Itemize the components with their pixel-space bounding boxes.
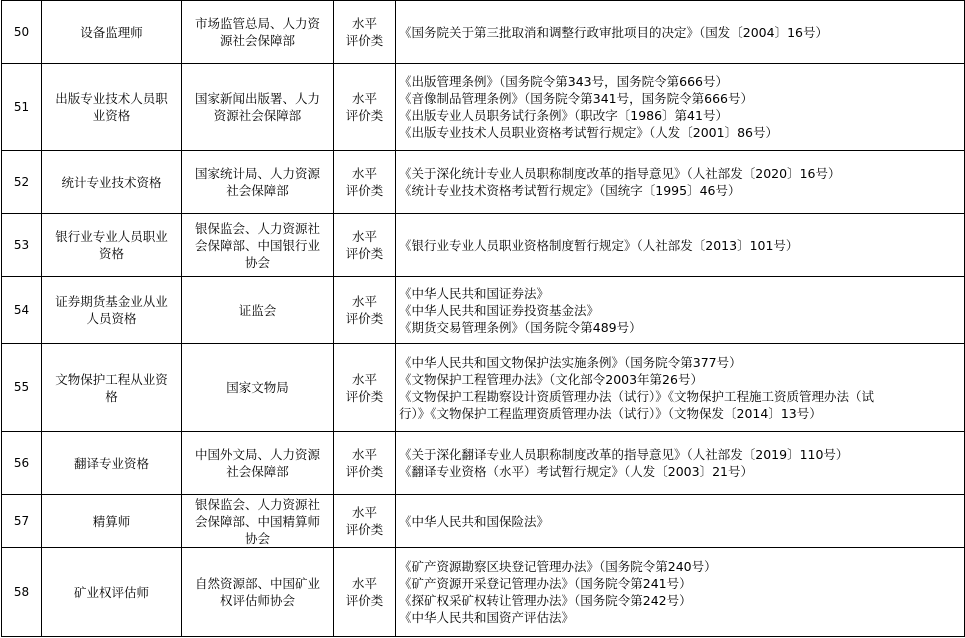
legal-basis	[396, 64, 965, 151]
qualification-name	[42, 344, 182, 432]
qualification-name-line: 文物保护工程从业资	[55, 371, 168, 387]
legal-basis	[396, 548, 965, 637]
qualification-type-line: 评价类	[345, 522, 384, 537]
implementing-department	[182, 1, 334, 64]
row-number: 52	[2, 151, 42, 214]
qualification-name	[42, 1, 182, 64]
qualification-type-line: 水平	[351, 447, 377, 462]
qualification-name	[42, 432, 182, 495]
qualification-type-line: 水平	[351, 371, 377, 387]
implementing-department	[182, 548, 334, 637]
qualification-type	[334, 548, 396, 637]
qualification-type-line: 水平	[351, 294, 377, 309]
implementing-department-line: 社会保障部	[226, 464, 289, 479]
qualification-name-line: 统计专业技术资格	[61, 174, 162, 190]
legal-basis	[396, 214, 965, 277]
implementing-department-line: 国家新闻出版署、人力	[194, 91, 320, 106]
qualification-type	[334, 214, 396, 277]
qualification-name-line: 银行业专业人员职业	[55, 229, 168, 244]
qualification-type-line: 评价类	[345, 388, 384, 404]
qualification-name-line: 格	[105, 388, 118, 404]
implementing-department-line: 资源社会保障部	[213, 108, 302, 123]
legal-basis-line: 《出版专业技术人员职业资格考试暂行规定》（人发〔2001〕86号）	[399, 125, 778, 140]
qualification-type-line: 水平	[351, 576, 377, 591]
implementing-department-line: 源社会保障部	[219, 33, 295, 48]
qualification-name-line: 精算师	[92, 513, 131, 529]
legal-basis-line: 《文物保护工程勘察设计资质管理办法（试行）》《文物保护工程施工资质管理办法（试	[399, 388, 875, 404]
row-number: 53	[2, 214, 42, 277]
implementing-department-line: 国家统计局、人力资源	[194, 166, 320, 181]
implementing-department	[182, 432, 334, 495]
qualification-name	[42, 495, 182, 548]
legal-basis-line: 《文物保护工程管理办法》（文化部令2003年第26号）	[399, 371, 703, 387]
implementing-department-line: 银保监会、人力资源社	[194, 220, 320, 236]
qualification-type	[334, 495, 396, 548]
row-number: 54	[2, 277, 42, 344]
legal-basis-line: 《中华人民共和国证券法》	[399, 285, 550, 301]
table-row	[2, 432, 965, 495]
legal-basis-line: 《关于深化统计专业人员职称制度改革的指导意见》（人社部发〔2020〕16号）	[399, 166, 841, 181]
qualification-name-line: 人员资格	[86, 311, 137, 326]
implementing-department-line: 国家文物局	[226, 380, 289, 395]
qualification-type	[334, 277, 396, 344]
implementing-department-line: 银保监会、人力资源社	[194, 496, 320, 512]
qualification-type-line: 水平	[351, 91, 377, 106]
implementing-department	[182, 344, 334, 432]
legal-basis	[396, 432, 965, 495]
qualification-name	[42, 214, 182, 277]
row-number: 56	[2, 432, 42, 495]
qualification-name-line: 矿业权评估师	[73, 584, 149, 600]
qualification-name	[42, 548, 182, 637]
legal-basis-line: 《中华人民共和国保险法》	[399, 513, 550, 529]
legal-basis-line: 《国务院关于第三批取消和调整行政审批项目的决定》（国发〔2004〕16号）	[399, 24, 828, 40]
qualification-type	[334, 64, 396, 151]
legal-basis-line: 《关于深化翻译专业人员职称制度改革的指导意见》（人社部发〔2019〕110号）	[399, 447, 849, 462]
qualification-type-line: 评价类	[345, 246, 384, 261]
qualification-name-line: 业资格	[92, 108, 131, 123]
legal-basis-line: 《出版管理条例》（国务院令第343号，国务院令第666号）	[399, 74, 728, 89]
qualification-name-line: 设备监理师	[80, 24, 143, 40]
implementing-department-line: 自然资源部、中国矿业	[194, 576, 320, 591]
qualification-type-line: 水平	[351, 166, 377, 181]
implementing-department-line: 社会保障部	[226, 183, 289, 198]
implementing-department	[182, 277, 334, 344]
legal-basis-line: 《出版专业人员职务试行条例》（职改字〔1986〕第41号）	[399, 108, 728, 123]
qualification-name	[42, 151, 182, 214]
legal-basis	[396, 151, 965, 214]
qualification-type	[334, 432, 396, 495]
table-row	[2, 344, 965, 432]
implementing-department-line: 协会	[244, 254, 270, 270]
implementing-department	[182, 214, 334, 277]
qualification-type-line: 评价类	[345, 593, 384, 608]
qualification-type	[334, 151, 396, 214]
qualification-type	[334, 1, 396, 64]
qualification-name	[42, 277, 182, 344]
qualification-name	[42, 64, 182, 151]
qualification-type-line: 评价类	[345, 183, 384, 198]
legal-basis-line: 《中华人民共和国文物保护法实施条例》（国务院令第377号）	[399, 354, 742, 370]
legal-basis-line: 《音像制品管理条例》（国务院令第341号，国务院令第666号）	[399, 91, 753, 106]
qualification-type-line: 评价类	[345, 464, 384, 479]
legal-basis-line: 《矿产资源开采登记管理办法》（国务院令第241号）	[399, 576, 692, 591]
table-row	[2, 1, 965, 64]
qualification-name-line: 资格	[98, 246, 124, 261]
legal-basis-line: 《翻译专业资格（水平）考试暂行规定》（人发〔2003〕21号）	[399, 464, 753, 479]
implementing-department-line: 会保障部、中国银行业	[194, 237, 320, 253]
qualification-name-line: 翻译专业资格	[73, 455, 149, 471]
legal-basis-line: 行）》《文物保护工程监理资质管理办法（试行）》（文物保发〔2014〕13号）	[399, 405, 822, 421]
legal-basis	[396, 277, 965, 344]
qualification-name-line: 出版专业技术人员职	[55, 91, 168, 106]
qualification-type-line: 评价类	[345, 33, 384, 48]
row-number: 51	[2, 64, 42, 151]
qualification-type-line: 水平	[351, 229, 377, 244]
table-body	[2, 1, 965, 637]
table-row	[2, 277, 965, 344]
legal-basis-line: 《中华人民共和国证券投资基金法》	[399, 302, 600, 318]
qualification-type	[334, 344, 396, 432]
legal-basis	[396, 1, 965, 64]
row-number: 58	[2, 548, 42, 637]
implementing-department-line: 市场监管总局、人力资	[194, 16, 320, 31]
row-number: 55	[2, 344, 42, 432]
implementing-department	[182, 64, 334, 151]
row-number: 50	[2, 1, 42, 64]
qualification-type-line: 水平	[351, 505, 377, 520]
qualification-table	[1, 0, 965, 637]
legal-basis-line: 《探矿权采矿权转让管理办法》（国务院令第242号）	[399, 593, 692, 608]
implementing-department-line: 权评估师协会	[219, 593, 295, 608]
legal-basis-line: 《期货交易管理条例》（国务院令第489号）	[399, 319, 642, 335]
qualification-name-line: 证券期货基金业从业	[55, 294, 168, 309]
legal-basis-line: 《中华人民共和国资产评估法》	[399, 610, 575, 625]
implementing-department-line: 中国外文局、人力资源	[194, 447, 320, 462]
table-row	[2, 214, 965, 277]
implementing-department-line: 协会	[244, 530, 270, 546]
qualification-type-line: 评价类	[345, 311, 384, 326]
legal-basis-line: 《银行业专业人员职业资格制度暂行规定》（人社部发〔2013〕101号）	[399, 237, 799, 253]
row-number: 57	[2, 495, 42, 548]
legal-basis-line: 《统计专业技术资格考试暂行规定》（国统字〔1995〕46号）	[399, 183, 741, 198]
implementing-department	[182, 151, 334, 214]
qualification-type-line: 水平	[351, 16, 377, 31]
legal-basis-line: 《矿产资源勘察区块登记管理办法》（国务院令第240号）	[399, 559, 717, 574]
table-row	[2, 548, 965, 637]
legal-basis	[396, 495, 965, 548]
legal-basis	[396, 344, 965, 432]
table-row	[2, 495, 965, 548]
table-row	[2, 151, 965, 214]
implementing-department-line: 证监会	[238, 302, 277, 318]
implementing-department-line: 会保障部、中国精算师	[194, 513, 320, 529]
qualification-type-line: 评价类	[345, 108, 384, 123]
implementing-department	[182, 495, 334, 548]
table-row	[2, 64, 965, 151]
